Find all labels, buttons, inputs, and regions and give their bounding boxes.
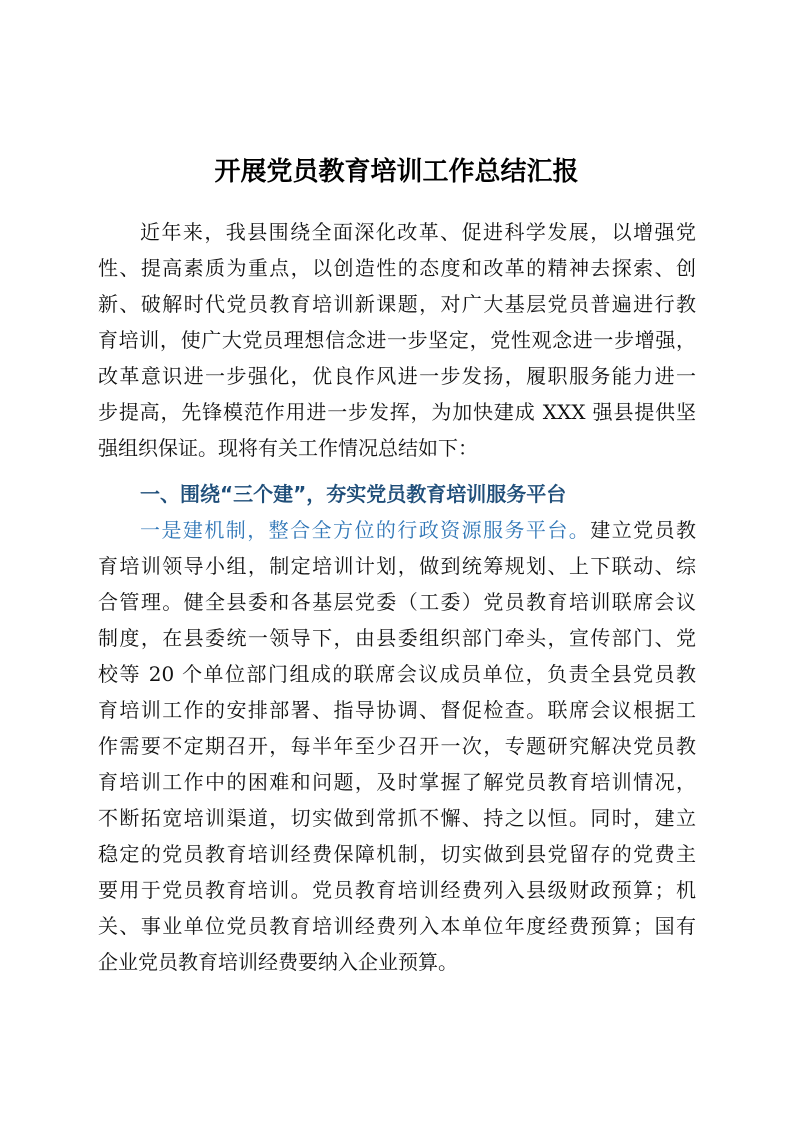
section-heading: 一、围绕“三个建”，夯实党员教育培训服务平台 <box>140 482 567 506</box>
document-title: 开展党员教育培训工作总结汇报 <box>214 157 579 187</box>
paragraph-line: 育培训工作中的困难和问题，及时掌握了解党员教育培训情况， <box>98 770 696 794</box>
paragraph-line: 步提高，先锋模范作用进一步发挥，为加快建成 XXX 强县提供坚 <box>98 400 696 424</box>
lead-phrase: 一是建机制，整合全方位的行政资源服务平台。 <box>140 518 591 542</box>
paragraph-line: 要用于党员教育培训。党员教育培训经费列入县级财政预算；机 <box>98 878 696 902</box>
paragraph-line: 强组织保证。现将有关工作情况总结如下： <box>98 436 478 460</box>
lead-continuation: 建立党员教 <box>590 518 697 542</box>
paragraph-line: 不断拓宽培训渠道，切实做到常抓不懈、持之以恒。同时，建立 <box>98 806 696 830</box>
paragraph-line: 育培训工作的安排部署、指导协调、督促检查。联席会议根据工 <box>98 698 696 722</box>
paragraph-line: 合管理。健全县委和各基层党委（工委）党员教育培训联席会议 <box>98 590 696 614</box>
paragraph-line: 育培训领导小组，制定培训计划，做到统筹规划、上下联动、综 <box>98 554 696 578</box>
paragraph-line: 新、破解时代党员教育培训新课题，对广大基层党员普遍进行教 <box>98 292 696 316</box>
paragraph-line: 校等 20 个单位部门组成的联席会议成员单位，负责全县党员教 <box>98 662 696 686</box>
paragraph-line: 关、事业单位党员教育培训经费列入本单位年度经费预算；国有 <box>98 914 696 938</box>
paragraph-line: 近年来，我县围绕全面深化改革、促进科学发展，以增强党 <box>140 220 696 244</box>
paragraph-line: 性、提高素质为重点，以创造性的态度和改革的精神去探索、创 <box>98 256 696 280</box>
paragraph-line: 企业党员教育培训经费要纳入企业预算。 <box>98 950 458 974</box>
paragraph-line: 育培训，使广大党员理想信念进一步坚定，党性观念进一步增强， <box>98 328 696 352</box>
paragraph-line: 作需要不定期召开，每半年至少召开一次，专题研究解决党员教 <box>98 734 696 758</box>
paragraph-line: 改革意识进一步强化，优良作风进一步发扬，履职服务能力进一 <box>98 364 696 388</box>
paragraph-line: 制度，在县委统一领导下，由县委组织部门牵头，宣传部门、党 <box>98 626 696 650</box>
paragraph-line <box>140 512 696 548</box>
paragraph-line: 稳定的党员教育培训经费保障机制，切实做到县党留存的党费主 <box>98 842 696 866</box>
